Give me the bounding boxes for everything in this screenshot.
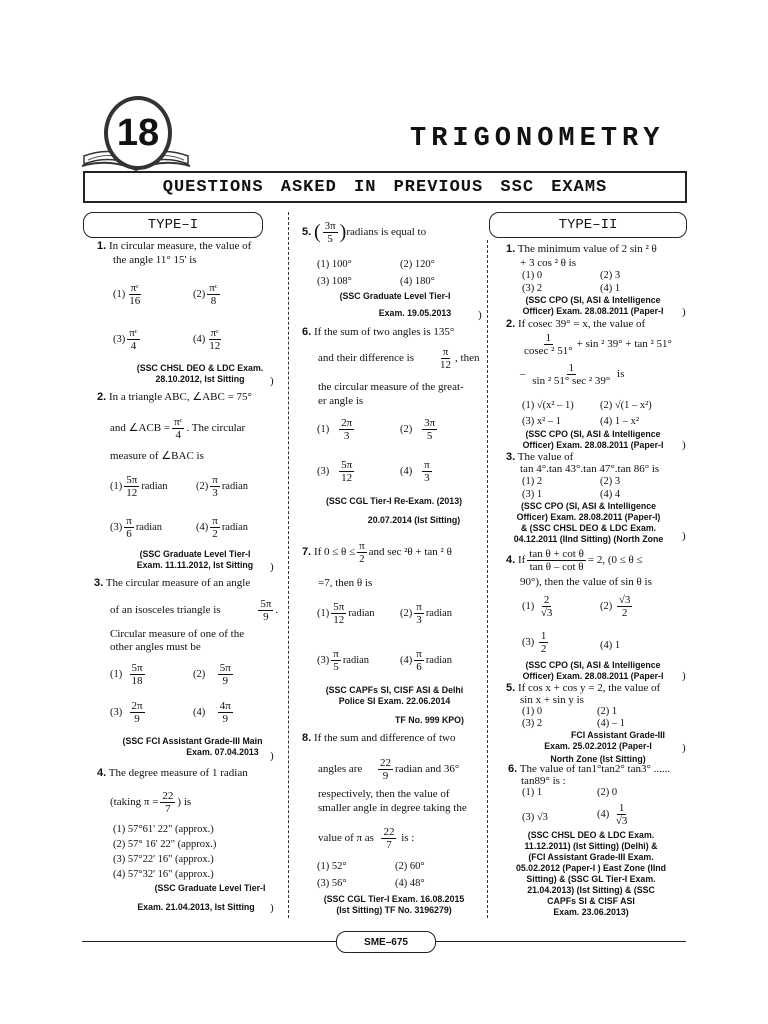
option-2: (2) 3 [600,270,621,281]
exam-source: (SSC CGL Tier-I Exam. 16.08.2015 (Ist Sitting) TF No. 3196279) [323,894,465,915]
question-ii-6: 6. The value of tan1°tan2° tan3° ...... [508,763,671,775]
question-ii-1: 1. The minimum value of 2 sin ² θ [506,243,657,255]
option-1: (1) 52° [317,861,347,872]
question-6-text: er angle is [318,395,364,407]
option-3: (3) $\frac{1}{2}$ [522,630,547,655]
option-1: (1) $\frac{5\pi}{12}$ radian [317,601,375,626]
option-1: (1) $\frac{\text{πᶜ}}{16}$ [113,282,141,307]
option-1: (1) 57°61' 22" (approx.) [113,824,214,835]
option-4: (4) $\frac{1}{√3}$ [597,802,628,827]
question-ii-2-text: – $\frac{1}{\text{sin ² 51° sec ² 39°}}$ is [520,362,625,387]
paren: ) [270,902,274,914]
option-2: (2) $\frac{\pi}{3}$ radian [196,474,249,499]
option-2: (2) $\frac{3\pi}{5}$ [400,417,436,442]
question-8-text: value of π as $\frac{22}{7}$ is : [318,826,415,851]
option-4: (4) $\frac{\text{πᶜ}}{12}$ [193,327,221,352]
option-2: (2) 60° [395,861,425,872]
option-1: (1) $\frac{2\pi}{3}$ [317,417,353,442]
exam-source: (SSC FCI Assistant Grade-III Main Exam. 07.04.2013 [122,736,263,757]
option-3: (3) $\frac{5\pi}{12}$ [317,459,353,484]
option-1: (1) $\frac{5\pi}{12}$ radian [110,474,168,499]
paren: ) [682,670,686,682]
option-4: (4) 48° [395,878,425,889]
paren: ) [270,561,274,573]
option-2: (2) 120° [400,259,435,270]
question-8-text: smaller angle in degree taking the [318,802,467,814]
exam-source: (SSC Graduate Level Tier-I Exam. 19.05.2013 [339,291,452,318]
paren: ) [682,530,686,542]
option-2: (2) 57° 16' 22" (approx.) [113,839,217,850]
column-divider [288,212,289,918]
question-4-text: (taking π = $\frac{22}{7}$ ) is [110,790,192,815]
option-3: (3) 57°22' 16" (approx.) [113,854,214,865]
question-8: 8. If the sum and difference of two [302,732,456,744]
question-6: 6. If the sum of two angles is 135° [302,326,455,338]
paren: ) [270,750,274,762]
option-1: (1) 0 [522,270,543,281]
exam-source: (SSC CPO (SI, ASI & Intelligence Officer) Exam. 28.08.2011 (Paper-I [522,295,664,316]
question-ii-6-text: tan89° is : [521,775,566,787]
option-4: (4) 1 [600,283,621,294]
question-3-text: Circular measure of one of the [110,628,245,640]
option-4: (4) 1 [600,640,621,651]
exam-source: FCI Assistant Grade-III Exam. 25.02.2012 (Paper-I North Zone (Ist Sitting) [544,730,666,764]
option-2: (2) 1 [597,706,618,717]
question-5: 5. ( $\frac{3\pi}{5}$ )radians is equal to [302,220,427,245]
option-2: (2) $\frac{√3}{2}$ [600,594,631,619]
option-3: (3) 56° [317,878,347,889]
exam-source: (SSC CHSL DEO & LDC Exam. 28.10.2012, Ist Sitting [136,363,264,384]
option-2: (2) 0 [597,787,618,798]
question-4: 4. The degree measure of 1 radian [97,767,248,779]
type-i-heading: TYPE–I [83,212,263,238]
option-3: (3) √3 [522,812,548,823]
question-7: 7. If 0 ≤ θ ≤ $\frac{\pi}{2}$ and sec ²θ + tan ² θ [302,540,452,565]
question-6-text: the circular measure of the great- [318,381,464,393]
option-1: (1) $\frac{2}{√3}$ [522,594,553,619]
paren: ) [682,439,686,451]
paren: ) [682,742,686,754]
exam-source: (SSC CPO (SI, ASI & Intelligence Officer) Exam. 28.08.2011 (Paper-I [522,660,664,681]
exam-source: (SSC CPO (SI, ASI & Intelligence Officer) Exam. 28.08.2011 (Paper-I [522,429,664,450]
option-3: (3) 1 [522,489,543,500]
question-ii-3: 3. The value of [506,451,574,463]
question-ii-4-text: 90°), then the value of sin θ is [520,576,652,588]
question-1: 1. In circular measure, the value of [97,240,252,252]
section-banner: QUESTIONS ASKED IN PREVIOUS SSC EXAMS [83,171,687,203]
question-2: 2. In a triangle ABC, ∠ABC = 75° [97,391,252,403]
option-3: (3) 2 [522,718,543,729]
question-8-text: respectively, then the value of [318,788,450,800]
option-3: (3) $\frac{\pi}{5}$ radian [317,648,370,673]
exam-source: (SSC CHSL DEO & LDC Exam. 11.12.2011) (Ist Sitting) (Delhi) & (FCI Assistant Grade-III Exam. 05.02.2012 (Paper-I ) East Zone (IInd Sitting) & (SSC GL Tier-I Exam. 21.04.2013) (Ist Sitting) & (SSC CAPFs SI & CISF ASI Exam. 23.06.2013) [515,830,667,917]
question-ii-5: 5. If cos x + cos y = 2, the value of [506,682,661,694]
question-2-text: measure of ∠BAC is [110,450,204,462]
question-8-text: angles are $\frac{22}{9}$ radian and 36° [318,757,460,782]
option-2: (2) $\frac{5\pi}{9}$ [193,662,231,687]
question-ii-3-text: tan 4°.tan 43°.tan 47°.tan 86° is [520,463,660,475]
question-3-text: other angles must be [110,641,201,653]
option-1: (1) $\frac{5\pi}{18}$ [110,662,143,687]
option-4: (4) $\frac{\pi}{3}$ [400,459,430,484]
option-4: (4) 57°32' 16" (approx.) [113,869,214,880]
question-ii-2: 2. If cosec 39° = x, the value of [506,318,646,330]
question-2-text: and ∠ACB = $\frac{\text{πᶜ}}{4}$ . The circular [110,416,246,441]
question-6-text: and their difference is $\frac{\pi}{12}$ , then [318,346,480,371]
option-3: (3) $\frac{\text{πᶜ}}{4}$ [113,327,138,352]
option-1: (1) √(x² – 1) [522,400,574,411]
option-1: (1) 1 [522,787,543,798]
type-ii-heading: TYPE–II [489,212,687,238]
option-1: (1) 2 [522,476,543,487]
option-3: (3) $\frac{2\pi}{9}$ [110,700,143,725]
exam-source: (SSC Graduate Level Tier-I Exam. 11.11.2012, Ist Sitting [136,549,254,570]
option-4: (4) $\frac{4\pi}{9}$ [193,700,231,725]
option-2: (2) $\frac{\text{πᶜ}}{8}$ [193,282,218,307]
option-3: (3) x² – 1 [522,416,562,427]
exam-source: (SSC CGL Tier-I Re-Exam. (2013) 20.07.2014 (Ist Sitting) [325,496,463,525]
exam-source: (SSC Graduate Level Tier-I Exam. 21.04.2013, Ist Sitting [137,883,266,912]
question-ii-2-text: $\frac{1}{\text{cosec ² 51°}}$ + sin ² 39° + tan ² 51° [524,332,672,357]
option-4: (4) 180° [400,276,435,287]
option-3: (3) $\frac{\pi}{6}$ radian [110,515,163,540]
page-number: SME–675 [336,931,436,953]
option-1: (1) 100° [317,259,352,270]
option-4: (4) 4 [600,489,621,500]
option-4: (4) 1 – x² [600,416,640,427]
question-ii-5-text: sin x + sin y is [520,694,584,706]
option-1: (1) 0 [522,706,543,717]
option-4: (4) $\frac{\pi}{6}$ radian [400,648,453,673]
paren: ) [478,309,482,321]
question-7-text: =7, then θ is [318,577,373,589]
option-3: (3) 2 [522,283,543,294]
chapter-number-badge: 18 [104,96,172,170]
option-4: (4) – 1 [597,718,625,729]
question-ii-1-text: + 3 cos ² θ is [520,257,577,269]
question-1-text: the angle 11° 15' is [113,254,197,266]
question-3: 3. The circular measure of an angle [94,577,251,589]
question-3-text: of an isosceles triangle is $\frac{5\pi}{9}$ . [110,598,279,623]
option-2: (2) $\frac{\pi}{3}$ radian [400,601,453,626]
option-2: (2) √(1 – x²) [600,400,652,411]
paren: ) [270,375,274,387]
option-3: (3) 108° [317,276,352,287]
option-2: (2) 3 [600,476,621,487]
question-ii-4: 4. If $\frac{\text{tan θ + cot θ}}{\text{tan θ – cot θ}}$ = 2, (0 ≤ θ ≤ [506,548,643,573]
column-divider [487,240,488,918]
option-4: (4) $\frac{\pi}{2}$ radian [196,515,249,540]
exam-source: (SSC CPO (SI, ASI & Intelligence Officer) Exam. 28.08.2011 (Paper-I) & (SSC CHSL DEO & LDC Exam. 04.12.2011 (IInd Sitting) (North Zone [513,501,664,544]
chapter-title: TRIGONOMETRY [410,124,665,154]
paren: ) [682,306,686,318]
exam-source: (SSC CAPFs SI, CISF ASI & Delhi Police SI Exam. 22.06.2014 TF No. 999 KPO) [325,685,464,725]
